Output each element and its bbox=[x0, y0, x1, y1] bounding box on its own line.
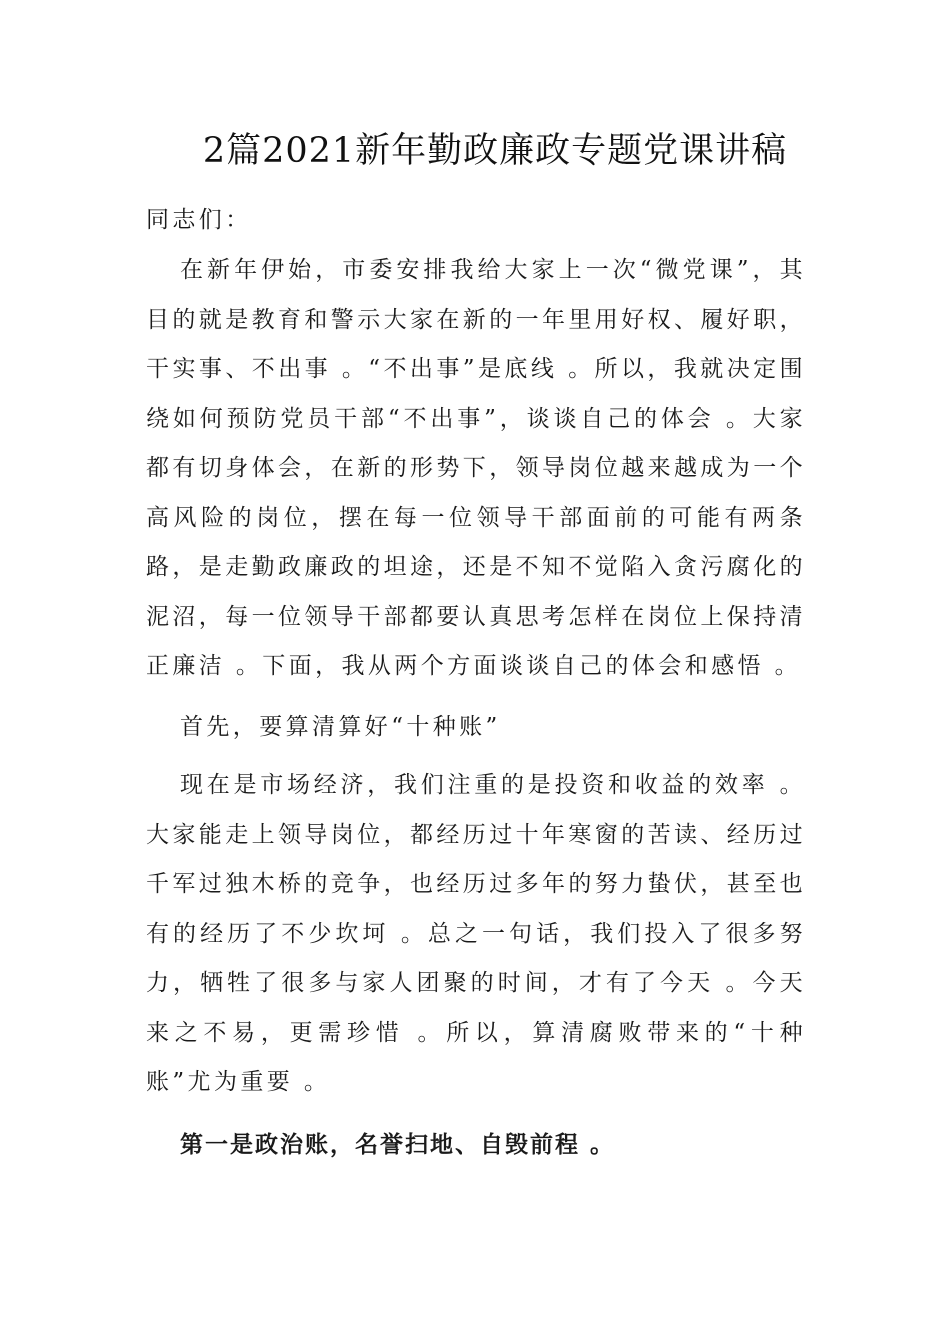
salutation: 同志们： bbox=[146, 207, 252, 233]
section-heading-ten-accounts: 首先，要算清算好“十种账” bbox=[180, 714, 501, 740]
subheading-political-account: 第一是政治账，名誉扫地、自毁前程 。 bbox=[180, 1131, 616, 1158]
document-title: 2篇2021新年勤政廉政专题党课讲稿 bbox=[202, 131, 788, 171]
paragraph-intro: 在新年伊始，市委安排我给大家上一次“微党课”，其目的就是教育和警示大家在新的一年里用好权、履好职，干实事、不出事 。“不出事”是底线 。所以，我就决定围绕如何预防党员干部“不出事”，谈谈自己的体会 。大家都有切身体会，在新的形势下，领导岗位越来越成为一个高风险的岗位，摆在每一位领导干部面前的可能有两条路，是走勤政廉政的坦途，还是不知不觉陷入贪污腐化的泥沼，每一位领导干部都要认真思考怎样在岗位上保持清正廉洁 。下面，我从两个方面谈谈自己的体会和感悟 。 bbox=[146, 257, 806, 679]
paragraph-market-economy: 现在是市场经济，我们注重的是投资和收益的效率 。大家能走上领导岗位，都经历过十年寒窗的苦读、经历过千军过独木桥的竞争，也经历过多年的努力蛰伏，甚至也有的经历了不少坎坷 。总之一句话，我们投入了很多努力，牺牲了很多与家人团聚的时间，才有了今天 。今天来之不易，更需珍惜 。所以，算清腐败带来的“十种账”尤为重要 。 bbox=[146, 772, 806, 1095]
